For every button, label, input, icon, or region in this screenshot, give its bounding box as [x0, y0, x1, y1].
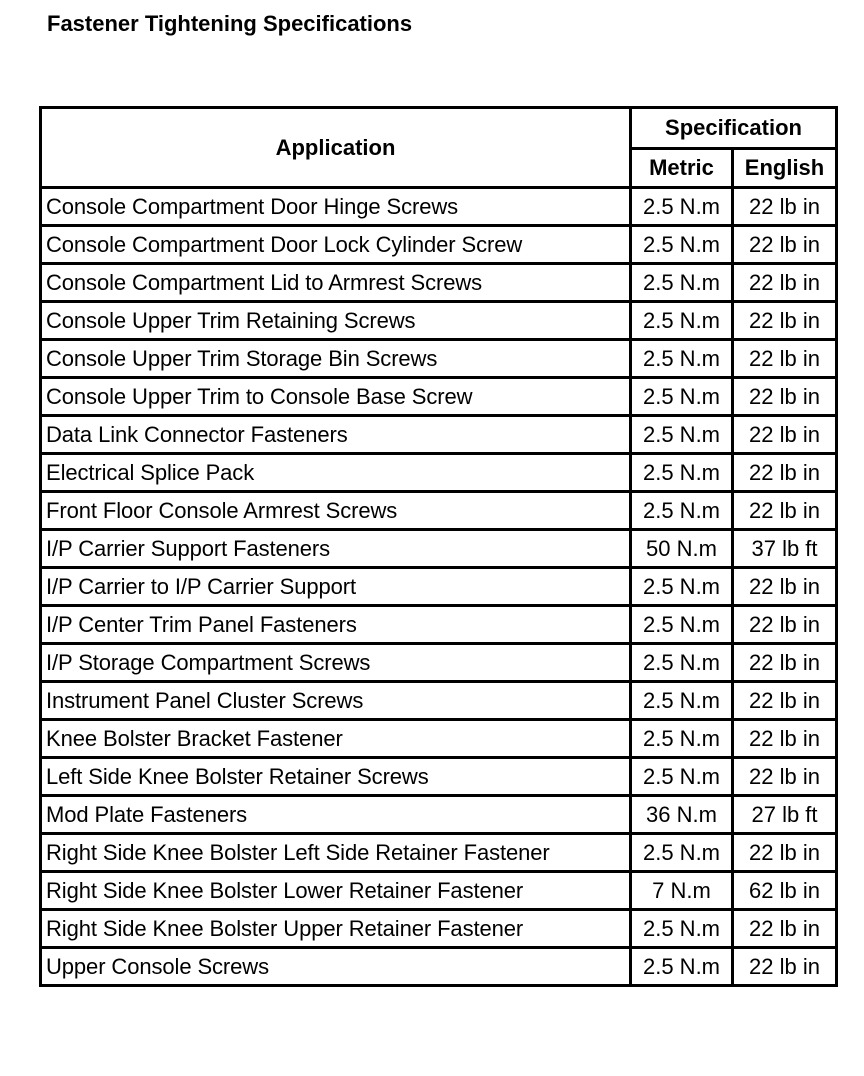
english-value-cell: 22 lb in	[733, 264, 837, 302]
application-cell: I/P Center Trim Panel Fasteners	[41, 606, 631, 644]
english-value-cell: 22 lb in	[733, 606, 837, 644]
metric-value-cell: 2.5 N.m	[631, 720, 733, 758]
metric-column-header: Metric	[631, 149, 733, 188]
application-cell: Console Upper Trim Storage Bin Screws	[41, 340, 631, 378]
english-value-cell: 62 lb in	[733, 872, 837, 910]
english-value-cell: 22 lb in	[733, 568, 837, 606]
table-row	[41, 796, 837, 834]
application-cell: Right Side Knee Bolster Upper Retainer Fastener	[41, 910, 631, 948]
application-cell: Front Floor Console Armrest Screws	[41, 492, 631, 530]
application-cell: Right Side Knee Bolster Lower Retainer Fastener	[41, 872, 631, 910]
english-column-header: English	[733, 149, 837, 188]
table-row	[41, 302, 837, 340]
application-cell: Electrical Splice Pack	[41, 454, 631, 492]
page-title: Fastener Tightening Specifications	[47, 11, 413, 36]
english-value-cell: 22 lb in	[733, 492, 837, 530]
table-header	[41, 108, 837, 188]
application-cell: Instrument Panel Cluster Screws	[41, 682, 631, 720]
fastener-spec-table	[39, 106, 838, 987]
english-value-cell: 22 lb in	[733, 682, 837, 720]
application-column-header: Application	[41, 108, 631, 188]
table-body	[41, 188, 837, 986]
metric-value-cell: 2.5 N.m	[631, 834, 733, 872]
application-cell: I/P Carrier Support Fasteners	[41, 530, 631, 568]
metric-value-cell: 2.5 N.m	[631, 378, 733, 416]
metric-value-cell: 2.5 N.m	[631, 302, 733, 340]
table-row	[41, 644, 837, 682]
table-row	[41, 910, 837, 948]
english-value-cell: 22 lb in	[733, 720, 837, 758]
english-value-cell: 22 lb in	[733, 834, 837, 872]
metric-value-cell: 2.5 N.m	[631, 492, 733, 530]
english-value-cell: 22 lb in	[733, 378, 837, 416]
english-value-cell: 22 lb in	[733, 226, 837, 264]
metric-value-cell: 2.5 N.m	[631, 606, 733, 644]
table-row	[41, 530, 837, 568]
application-cell: Console Compartment Door Hinge Screws	[41, 188, 631, 226]
application-cell: Mod Plate Fasteners	[41, 796, 631, 834]
metric-value-cell: 36 N.m	[631, 796, 733, 834]
table-row	[41, 872, 837, 910]
table-row	[41, 568, 837, 606]
english-value-cell: 27 lb ft	[733, 796, 837, 834]
english-value-cell: 22 lb in	[733, 454, 837, 492]
application-cell: Data Link Connector Fasteners	[41, 416, 631, 454]
english-value-cell: 37 lb ft	[733, 530, 837, 568]
metric-value-cell: 2.5 N.m	[631, 948, 733, 986]
metric-value-cell: 2.5 N.m	[631, 644, 733, 682]
metric-value-cell: 2.5 N.m	[631, 910, 733, 948]
application-cell: Upper Console Screws	[41, 948, 631, 986]
application-cell: Right Side Knee Bolster Left Side Retainer Fastener	[41, 834, 631, 872]
english-value-cell: 22 lb in	[733, 302, 837, 340]
table-row	[41, 340, 837, 378]
table-row	[41, 264, 837, 302]
english-value-cell: 22 lb in	[733, 758, 837, 796]
english-value-cell: 22 lb in	[733, 910, 837, 948]
application-cell: I/P Carrier to I/P Carrier Support	[41, 568, 631, 606]
application-cell: Left Side Knee Bolster Retainer Screws	[41, 758, 631, 796]
table-row	[41, 948, 837, 986]
english-value-cell: 22 lb in	[733, 188, 837, 226]
metric-value-cell: 2.5 N.m	[631, 416, 733, 454]
table-row	[41, 758, 837, 796]
metric-value-cell: 2.5 N.m	[631, 340, 733, 378]
table-row	[41, 378, 837, 416]
english-value-cell: 22 lb in	[733, 416, 837, 454]
metric-value-cell: 2.5 N.m	[631, 758, 733, 796]
table-row	[41, 492, 837, 530]
metric-value-cell: 2.5 N.m	[631, 264, 733, 302]
metric-value-cell: 2.5 N.m	[631, 568, 733, 606]
table-row	[41, 188, 837, 226]
metric-value-cell: 2.5 N.m	[631, 454, 733, 492]
english-value-cell: 22 lb in	[733, 340, 837, 378]
table-row	[41, 720, 837, 758]
table-row	[41, 226, 837, 264]
table-row	[41, 682, 837, 720]
metric-value-cell: 2.5 N.m	[631, 682, 733, 720]
application-cell: Console Compartment Lid to Armrest Screws	[41, 264, 631, 302]
application-cell: Console Upper Trim Retaining Screws	[41, 302, 631, 340]
metric-value-cell: 50 N.m	[631, 530, 733, 568]
header-row-group	[41, 108, 837, 149]
english-value-cell: 22 lb in	[733, 948, 837, 986]
application-cell: I/P Storage Compartment Screws	[41, 644, 631, 682]
application-cell: Console Upper Trim to Console Base Screw	[41, 378, 631, 416]
metric-value-cell: 2.5 N.m	[631, 188, 733, 226]
metric-value-cell: 7 N.m	[631, 872, 733, 910]
table-row	[41, 606, 837, 644]
specification-column-header: Specification	[631, 108, 837, 149]
table-row	[41, 454, 837, 492]
application-cell: Knee Bolster Bracket Fastener	[41, 720, 631, 758]
table-row	[41, 834, 837, 872]
application-cell: Console Compartment Door Lock Cylinder Screw	[41, 226, 631, 264]
english-value-cell: 22 lb in	[733, 644, 837, 682]
table-row	[41, 416, 837, 454]
metric-value-cell: 2.5 N.m	[631, 226, 733, 264]
